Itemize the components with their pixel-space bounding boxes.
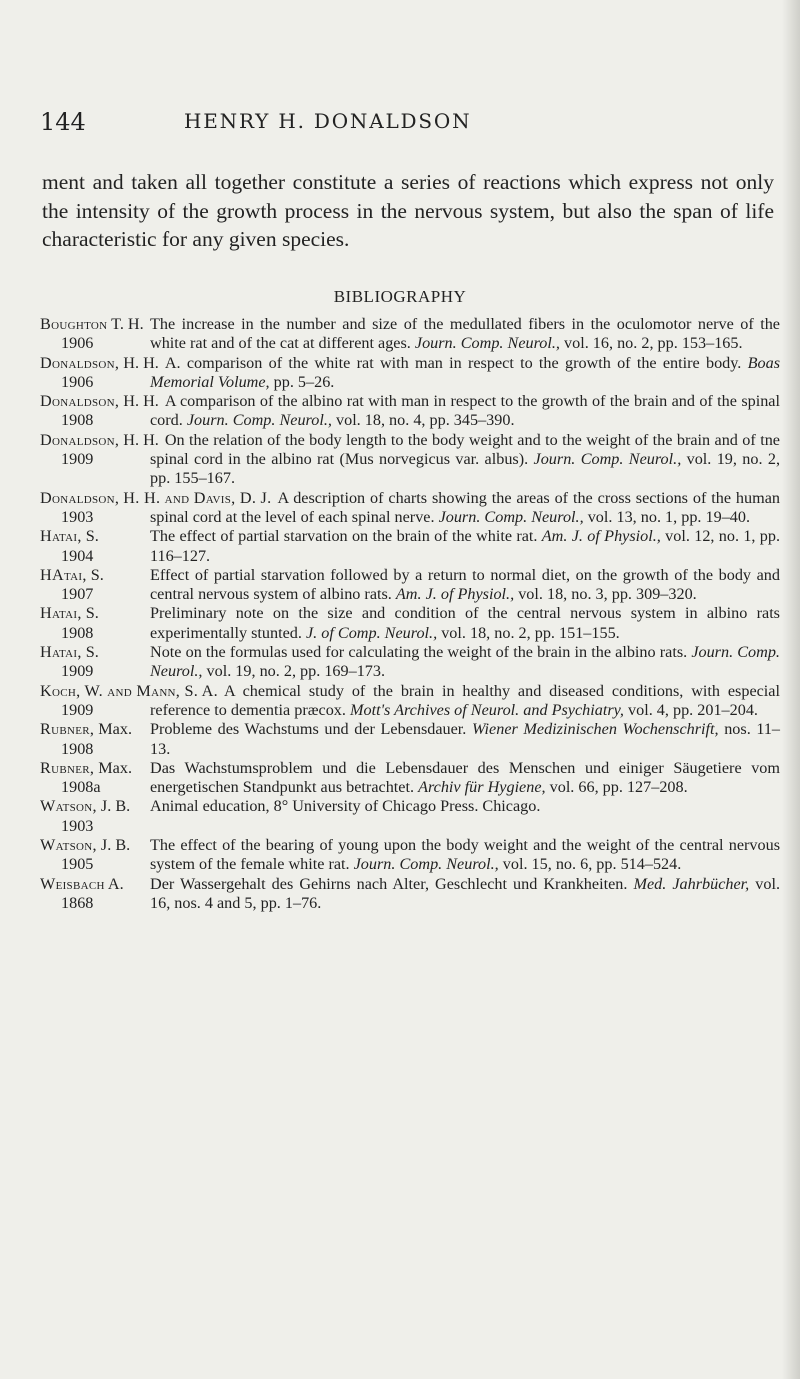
entry-initials: H. H. — [123, 353, 159, 372]
bibliography-entry — [40, 604, 780, 643]
entry-journal: Journ. Comp. Neurol., — [533, 450, 682, 469]
bibliography-entry — [40, 566, 780, 605]
entry-citation: vol. 19, no. 2, pp. 169–173. — [206, 662, 386, 681]
entry-title: The effect of partial starvation on the brain of the white rat. — [150, 527, 538, 546]
page-edge-shadow — [782, 0, 800, 1379]
entry-journal: Mott's Archives of Neurol. and Psychiatry, — [350, 700, 624, 719]
entry-journal: Journ. Comp. Neurol., — [414, 334, 560, 353]
entry-citation: vol. 12, no. 1, pp. 116–127. — [150, 527, 781, 565]
entry-citation: vol. 19, no. 2, pp. 155–167. — [150, 450, 781, 488]
entry-citation: vol. 16, no. 2, pp. 153–165. — [564, 334, 743, 353]
entry-author: Donaldson, — [40, 430, 120, 449]
entry-author: Donaldson, — [40, 392, 120, 411]
body-paragraph: ment and taken all together constitute a series of reactions which express not only the intensity of the growth process in the nervous system, but also the span of life characteristic for any given species. — [42, 170, 774, 251]
entry-citation: pp. 5–26. — [273, 372, 335, 391]
entry-journal: Wiener Medizinischen Wochenschrift, — [471, 720, 719, 739]
entry-author: Hatai, — [40, 527, 82, 546]
bibliography-entry — [40, 489, 780, 528]
bibliography-entry — [40, 354, 780, 393]
entry-initials: Max. — [98, 720, 132, 739]
entry-initials: H. H. and Davis, D. J. — [123, 488, 272, 507]
entry-citation: nos. 11–13. — [150, 720, 781, 758]
entry-year: 1903 — [61, 816, 94, 835]
entry-initials: S. — [90, 565, 104, 584]
entry-journal: Med. Jahrbücher, — [633, 874, 750, 893]
entry-year: 1906 — [61, 334, 94, 353]
entry-year: 1904 — [61, 546, 94, 565]
entry-title: A comparison of the albino rat with man in respect to the growth of the brain and of the spinal cord. — [150, 392, 780, 430]
entry-author: Hatai, — [40, 604, 82, 623]
entry-journal: Am. J. of Physiol., — [541, 527, 661, 546]
entry-author: Watson, — [40, 836, 97, 855]
entry-title: The effect of the bearing of young upon the body weight and the weight of the central nervous system of the female white rat. — [150, 836, 780, 874]
running-head: HENRY H. DONALDSON — [184, 109, 472, 133]
bibliography-entry — [40, 682, 780, 721]
entry-title: Animal education, 8° University of Chicago Press. Chicago. — [150, 797, 541, 816]
entry-initials: H. H. — [123, 430, 159, 449]
entry-citation: vol. 18, no. 2, pp. 151–155. — [441, 623, 620, 642]
entry-author: Hatai, — [40, 643, 82, 662]
entry-year: 1906 — [61, 372, 94, 391]
entry-citation: vol. 66, pp. 127–208. — [549, 778, 688, 797]
entry-title: Preliminary note on the size and condition of the central nervous system in albino rats experimentally stunted. — [150, 604, 780, 642]
entry-citation: vol. 15, no. 6, pp. 514–524. — [502, 855, 682, 874]
entry-author: Donaldson, — [40, 488, 120, 507]
entry-year: 1905 — [61, 855, 94, 874]
entry-author: Donaldson, — [40, 353, 120, 372]
bibliography-entry — [40, 315, 780, 354]
bibliography-entry — [40, 797, 780, 836]
bibliography-entry — [40, 527, 780, 566]
bibliography-entry — [40, 643, 780, 682]
bibliography-entry — [40, 875, 780, 914]
entry-author: Rubner, — [40, 758, 95, 777]
entry-year: 1908a — [61, 778, 101, 797]
entry-year: 1903 — [61, 507, 94, 526]
entry-journal: Boas Memorial Volume, — [150, 353, 780, 391]
entry-initials: A. — [107, 874, 124, 893]
entry-citation: vol. 18, no. 4, pp. 345–390. — [336, 411, 515, 430]
entry-title: Das Wachstumsproblem und die Lebensdauer des Menschen und einiger Säugetiere vom energetischen Standpunkt aus betrachtet. — [150, 758, 780, 797]
entry-journal: Archiv für Hygiene, — [418, 778, 546, 797]
entry-title: Der Wassergehalt des Gehirns nach Alter, Geschlecht und Krankheiten. — [150, 874, 628, 893]
entry-initials: J. B. — [100, 797, 131, 816]
entry-initials: J. B. — [100, 836, 131, 855]
entry-initials: S. — [85, 527, 99, 546]
entry-journal: Journ. Comp. Neurol., — [438, 507, 584, 526]
entry-journal: Journ. Comp. Neurol., — [353, 855, 499, 874]
entry-year: 1908 — [61, 739, 94, 758]
bibliography-heading: BIBLIOGRAPHY — [333, 287, 467, 306]
entry-title: Effect of partial starvation followed by a return to normal diet, on the growth of the body and central nervous system of albino rats. — [150, 565, 780, 604]
bibliography-entry — [40, 392, 780, 431]
entry-title: The increase in the number and size of the medullated fibers in the oculomotor nerve of the white rat and of the cat at different ages. — [150, 315, 780, 353]
entry-citation: vol. 18, no. 3, pp. 309–320. — [518, 585, 697, 604]
entry-year: 1868 — [61, 893, 94, 912]
entry-initials: W. and Mann, S. A. — [84, 681, 218, 700]
entry-journal: J. of Comp. Neurol., — [306, 623, 438, 642]
bibliography-entry — [40, 836, 780, 875]
entry-year: 1909 — [61, 662, 94, 681]
entry-title: On the relation of the body length to the body weight and to the weight of the brain and of tne spinal cord in the albino rat (Mus norvegicus var. albus). — [150, 430, 780, 469]
bibliography-list — [40, 315, 780, 913]
entry-title: Probleme des Wachstums und der Lebensdauer. — [150, 720, 467, 739]
entry-journal: Am. J. of Physiol., — [395, 585, 515, 604]
entry-initials: Max. — [98, 758, 132, 777]
entry-initials: S. — [85, 604, 99, 623]
entry-author: Weisbach — [40, 874, 105, 893]
entry-journal: Journ. Comp. Neurol., — [150, 643, 780, 681]
page-number: 144 — [40, 108, 86, 136]
entry-initials: H. H. — [123, 392, 159, 411]
entry-author: HAtai, — [40, 565, 87, 584]
entry-title: A. comparison of the white rat with man in respect to the growth of the entire body. — [164, 353, 742, 372]
entry-initials: T. H. — [111, 315, 144, 333]
entry-year: 1907 — [61, 585, 94, 604]
entry-author: Koch, — [40, 681, 81, 700]
bibliography-entry — [40, 431, 780, 489]
bibliography-entry — [40, 759, 780, 798]
entry-initials: S. — [85, 643, 99, 662]
entry-author: Watson, — [40, 797, 97, 816]
entry-title: A description of charts showing the areas of the cross sections of the human spinal cord at the level of each spinal nerve. — [150, 488, 780, 526]
entry-year: 1909 — [61, 450, 94, 469]
entry-citation: vol. 4, pp. 201–204. — [628, 700, 758, 719]
entry-journal: Journ. Comp. Neurol., — [186, 411, 332, 430]
entry-year: 1909 — [61, 700, 94, 719]
entry-author: Boughton — [40, 315, 108, 333]
entry-citation: vol. 16, nos. 4 and 5, pp. 1–76. — [150, 874, 781, 912]
entry-year: 1908 — [61, 623, 94, 642]
entry-year: 1908 — [61, 411, 94, 430]
entry-author: Rubner, — [40, 720, 95, 739]
entry-title: A chemical study of the brain in healthy and diseased conditions, with especial reference to dementia præcox. — [150, 681, 780, 719]
entry-title: Note on the formulas used for calculating the weight of the brain in the albino rats. — [150, 643, 688, 662]
entry-citation: vol. 13, no. 1, pp. 19–40. — [587, 507, 751, 526]
page-header — [40, 108, 760, 148]
bibliography-entry — [40, 720, 780, 759]
